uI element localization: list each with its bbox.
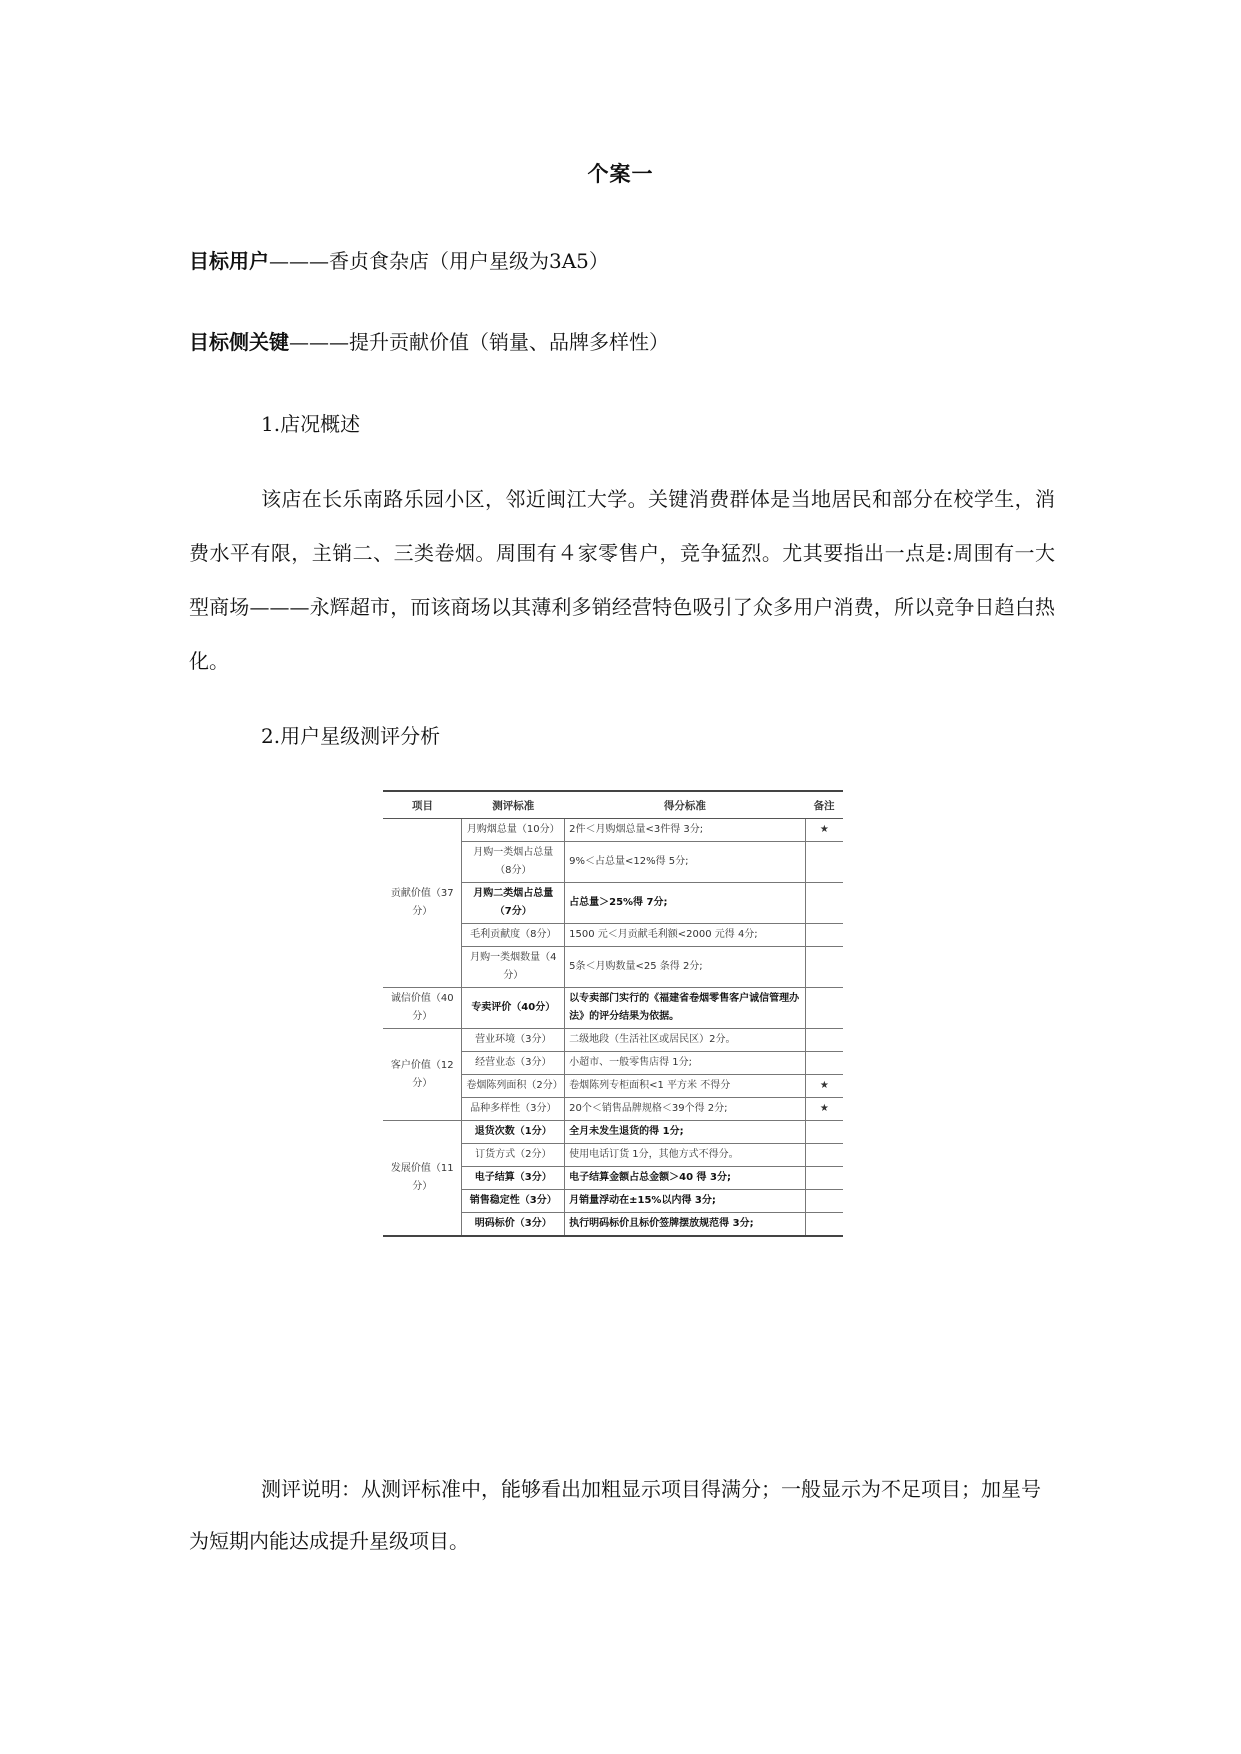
target-user-value: 香贞食杂店（用户星级为3A5）: [329, 249, 609, 273]
score-cell: 全月未发生退货的得 1分;: [565, 1121, 806, 1144]
score-cell: 月销量浮动在±15%以内得 3分;: [565, 1190, 806, 1213]
standard-cell: 经营业态（3分）: [462, 1052, 565, 1075]
score-cell: 电子结算金额占总金额＞40 得 3分;: [565, 1167, 806, 1190]
header-score: 得分标准: [565, 791, 806, 819]
note-cell: ★: [805, 819, 843, 842]
target-key-label: 目标侧关键: [189, 330, 289, 354]
note-cell: [805, 1190, 843, 1213]
note-cell: [805, 1167, 843, 1190]
score-cell: 占总量＞25%得 7分;: [565, 883, 806, 924]
header-standard: 测评标准: [462, 791, 565, 819]
score-cell: 20个＜销售品牌规格＜39个得 2分;: [565, 1098, 806, 1121]
score-cell: 执行明码标价且标价签牌摆放规范得 3分;: [565, 1213, 806, 1237]
target-user-line: [189, 245, 609, 274]
standard-cell: 明码标价（3分）: [462, 1213, 565, 1237]
table-header-row: [383, 791, 843, 819]
standard-cell: 月购烟总量（10分）: [462, 819, 565, 842]
standard-cell: 月购一类烟数量（4分）: [462, 947, 565, 988]
paragraph-evaluation-note: 测评说明：从测评标准中，能够看出加粗显示项目得满分；一般显示为不足项目；加星号为短期内能达成提升星级项目。: [189, 1477, 1041, 1553]
standard-cell: 专卖评价（40分）: [462, 988, 565, 1029]
score-cell: 9%＜占总量<12%得 5分;: [565, 842, 806, 883]
standard-cell: 订货方式（2分）: [462, 1144, 565, 1167]
standard-cell: 品种多样性（3分）: [462, 1098, 565, 1121]
target-user-label: 目标用户: [189, 249, 269, 273]
note-cell: [805, 1213, 843, 1237]
target-key-line: [189, 326, 669, 355]
header-project: 项目: [383, 791, 462, 819]
note-cell: [805, 1029, 843, 1052]
evaluation-table-container: [383, 790, 843, 1410]
score-cell: 卷烟陈列专柜面积<1 平方米 不得分: [565, 1075, 806, 1098]
section-heading-1: 1.店况概述: [261, 412, 361, 436]
note-cell: [805, 947, 843, 988]
standard-cell: 退货次数（1分）: [462, 1121, 565, 1144]
project-cell: 诚信价值（40分）: [383, 988, 462, 1029]
page-title: 个案一: [587, 162, 654, 186]
star-mark: ★: [805, 1075, 843, 1098]
note-cell: [805, 842, 843, 883]
note-cell: [805, 1052, 843, 1075]
standard-cell: 销售稳定性（3分）: [462, 1190, 565, 1213]
project-cell: 贡献价值（37分）: [383, 819, 462, 988]
score-cell: 5条＜月购数量<25 条得 2分;: [565, 947, 806, 988]
evaluation-table: [383, 790, 843, 1237]
score-cell: 小超市、一般零售店得 1分;: [565, 1052, 806, 1075]
score-cell: 2件＜月购烟总量<3件得 3分;: [565, 819, 806, 842]
table-row: [383, 819, 843, 842]
target-key-dash: ———: [289, 330, 349, 354]
note-cell: [805, 883, 843, 924]
table-row: [383, 1121, 843, 1144]
note-cell: [805, 988, 843, 1029]
note-cell: [805, 1121, 843, 1144]
header-note: 备注: [805, 791, 843, 819]
score-cell: 二级地段（生活社区或居民区）2分。: [565, 1029, 806, 1052]
star-mark: ★: [805, 1098, 843, 1121]
target-user-dash: ———: [269, 249, 329, 273]
standard-cell: 月购二类烟占总量（7分）: [462, 883, 565, 924]
standard-cell: 卷烟陈列面积（2分）: [462, 1075, 565, 1098]
section-heading-2: 2.用户星级测评分析: [261, 724, 441, 748]
target-key-value: 提升贡献价值（销量、品牌多样性）: [349, 330, 669, 354]
table-row: [383, 988, 843, 1029]
table-row: [383, 1029, 843, 1052]
note-cell: [805, 1144, 843, 1167]
standard-cell: 营业环境（3分）: [462, 1029, 565, 1052]
paragraph-store-overview: 该店在长乐南路乐园小区，邻近闽江大学。关键消费群体是当地居民和部分在校学生，消费水平有限，主销二、三类卷烟。周围有４家零售户，竞争猛烈。尤其要指出一点是:周围有一大型商场———永辉超市，而该商场以其薄利多销经营特色吸引了众多用户消费，所以竞争日趋白热化。: [189, 487, 1055, 673]
project-cell: 客户价值（12分）: [383, 1029, 462, 1121]
standard-cell: 电子结算（3分）: [462, 1167, 565, 1190]
standard-cell: 月购一类烟占总量（8分）: [462, 842, 565, 883]
note-cell: [805, 924, 843, 947]
project-cell: 发展价值（11分）: [383, 1121, 462, 1237]
standard-cell: 毛利贡献度（8分）: [462, 924, 565, 947]
score-cell: 使用电话订货 1分，其他方式不得分。: [565, 1144, 806, 1167]
score-cell: 以专卖部门实行的《福建省卷烟零售客户诚信管理办法》的评分结果为依据。: [565, 988, 806, 1029]
score-cell: 1500 元＜月贡献毛利额<2000 元得 4分;: [565, 924, 806, 947]
